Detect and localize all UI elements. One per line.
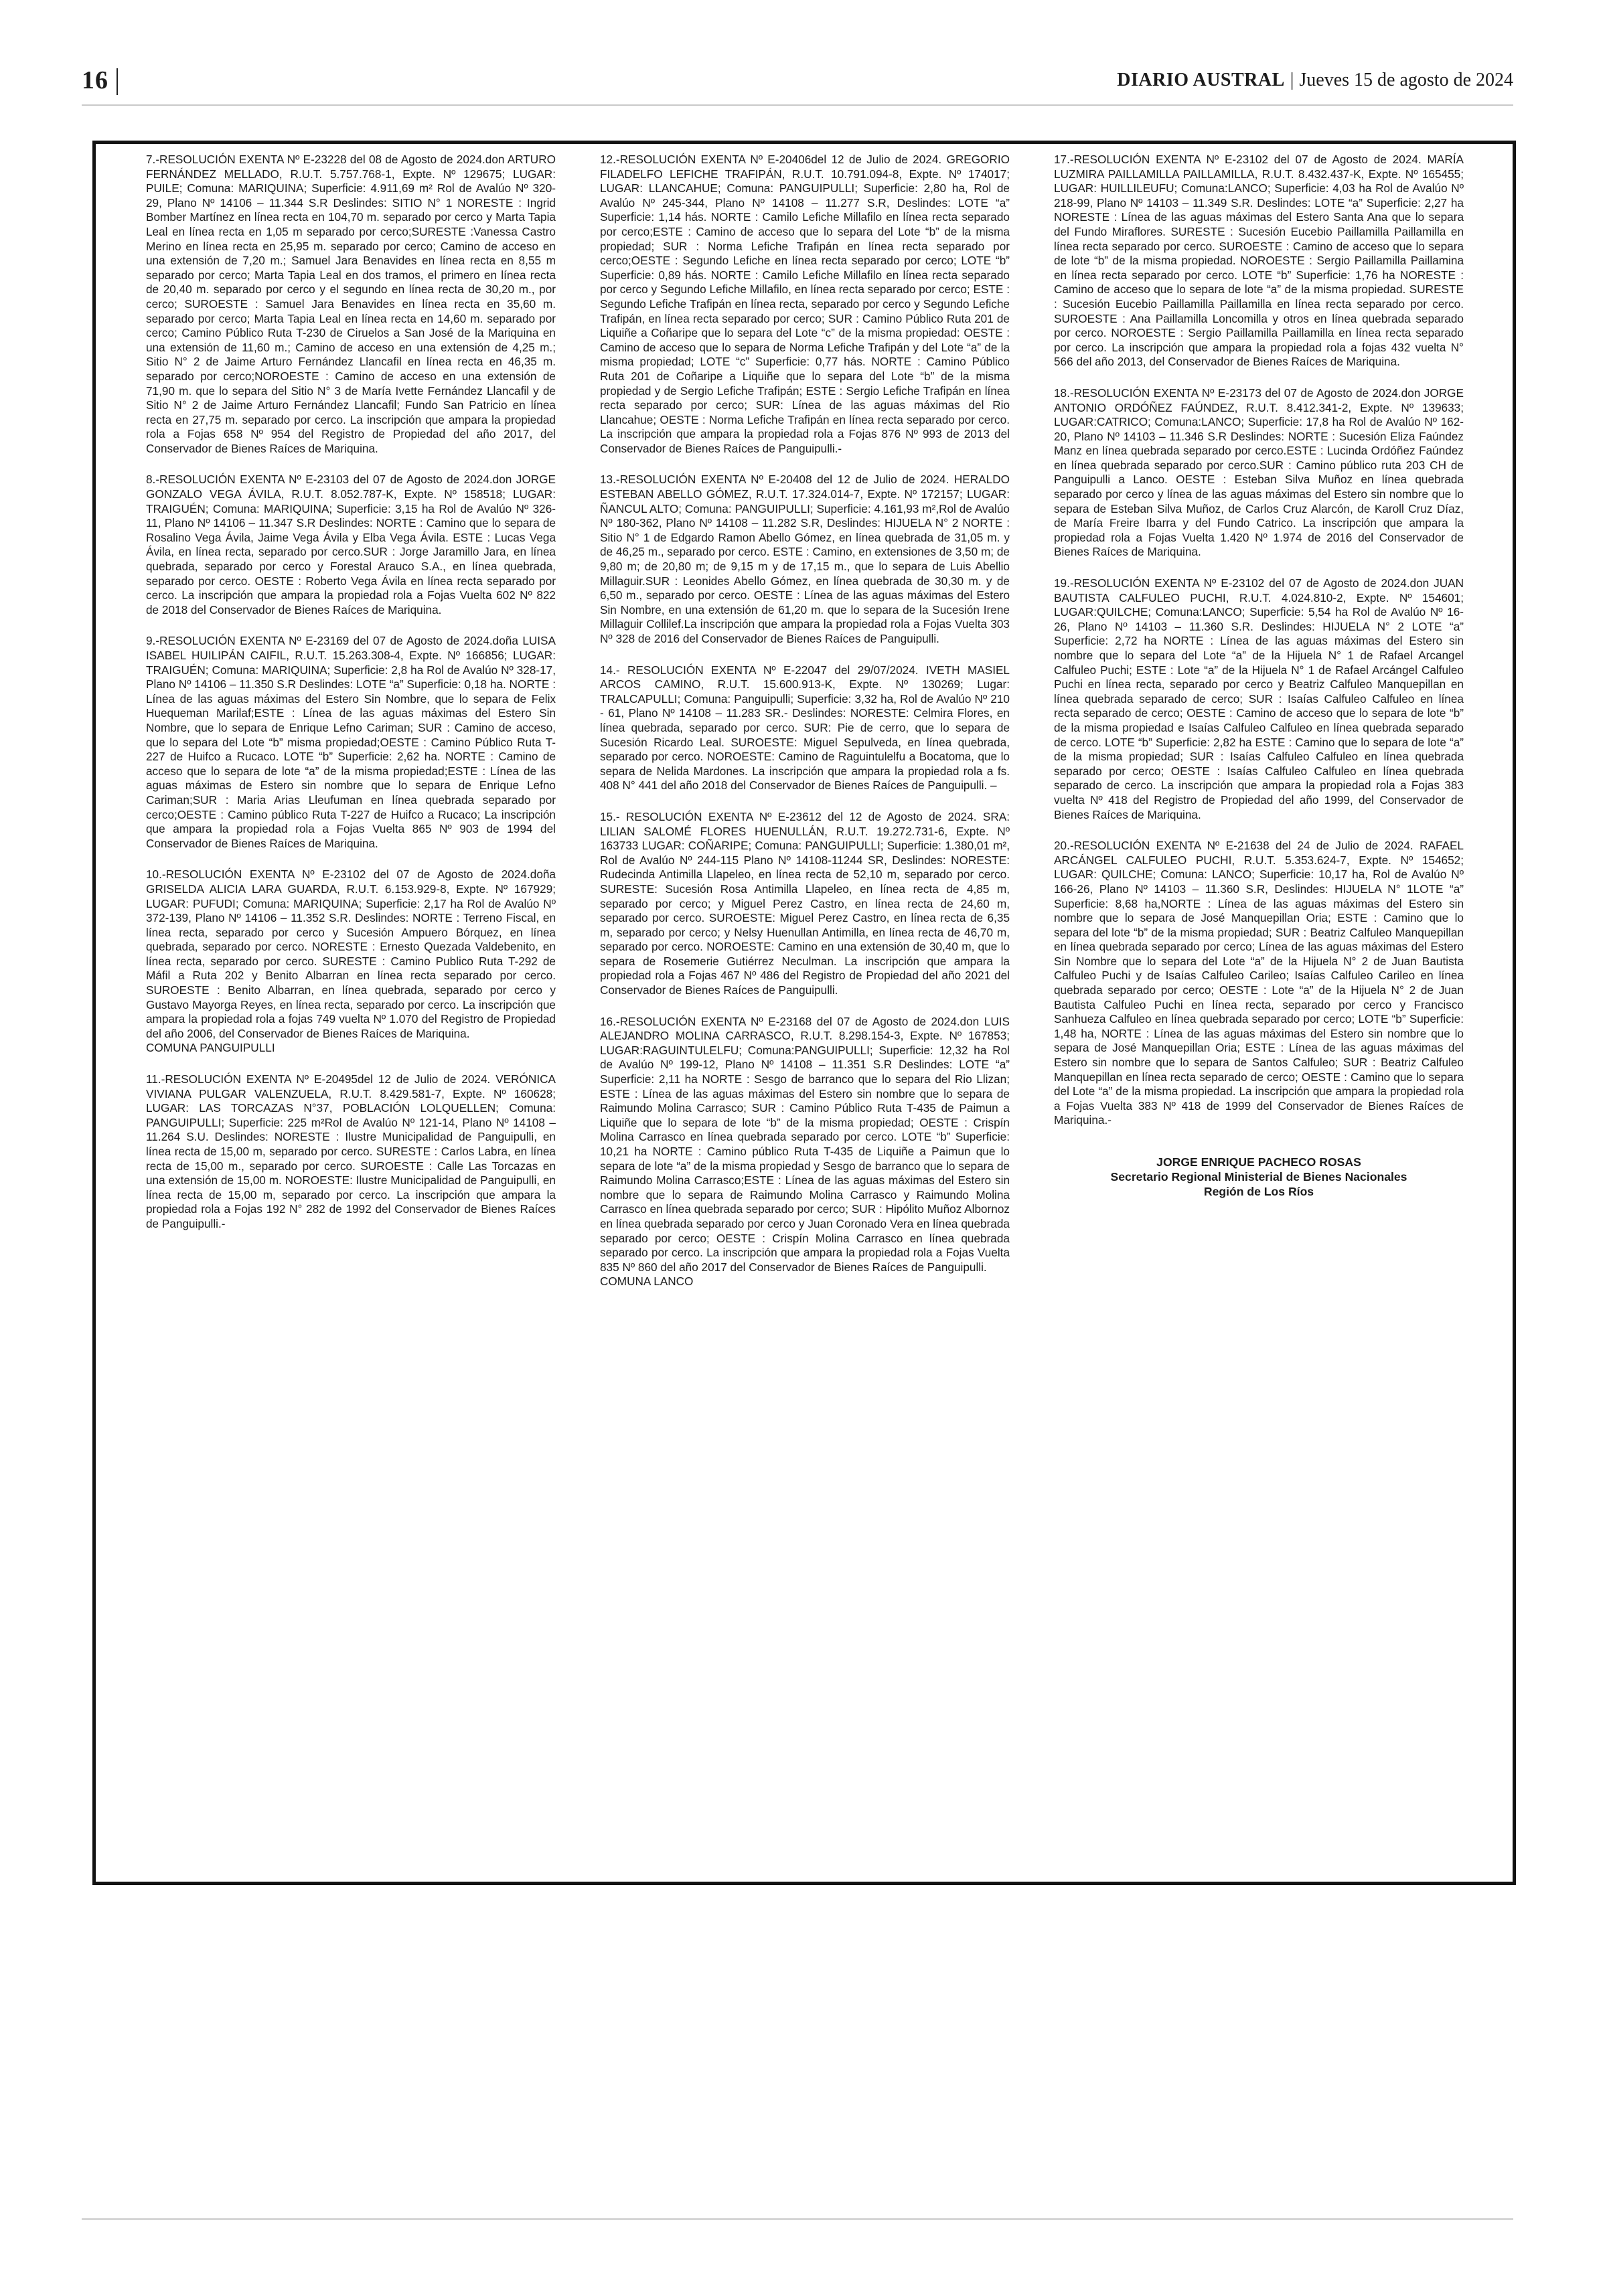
page-number: 16 bbox=[82, 66, 108, 94]
column-1 bbox=[146, 153, 556, 1248]
notice-entry-9: 9.-RESOLUCIÓN EXENTA Nº E-23169 del 07 de Agosto de 2024.doña LUISA ISABEL HUILIPÁN CAIFIL, R.U.T. 15.263.308-4, Expte. Nº 166856; LUGAR: TRAIGUÉN; Comuna: MARIQUINA; Superficie: 2,8 ha Rol de Avalúo Nº 328-17, Plano Nº 14106 – 11.350 S.R Deslindes: LOTE “a” Superficie: 0,18 ha. NORTE : Línea de las aguas máximas del Estero Sin Nombre, que lo separa de Felix Huequeman Marilaf;ESTE : Línea de las aguas máximas del Estero Sin Nombre, que lo separa de Enrique Lefno Cariman; SUR : Camino de acceso, que lo separa del Lote “b” misma propiedad;OESTE : Camino Público Ruta T-227 de Huifco a Rucaco. LOTE “b” Superficie: 2,62 ha. NORTE : Camino de acceso que lo separa de lote “a” de la misma propiedad;ESTE : Línea de las aguas máximas de Estero sin nombre que lo separa de Enrique Lefno Cariman;SUR : Maria Arias Lleufuman en línea quebrada separado por cerco;OESTE : Camino público Ruta T-227 de Huifco a Rucaco; La inscripción que ampara la propiedad rola a Fojas Vuelta 865 Nº 903 de 1994 del Conservador de Bienes Raíces de Mariquina. bbox=[146, 634, 556, 850]
signature-region: Región de Los Ríos bbox=[1203, 1185, 1314, 1198]
notice-entry-7: 7.-RESOLUCIÓN EXENTA Nº E-23228 del 08 de Agosto de 2024.don ARTURO FERNÁNDEZ MELLADO, R.U.T. 5.757.768-1, Expte. Nº 129675; LUGAR: PUILE; Comuna: MARIQUINA; Superficie: 4.911,69 m² Rol de Avalúo Nº 320-29, Plano Nº 14106 – 11.344 S.R Deslindes: SITIO N° 1 NORESTE : Ingrid Bomber Martínez en línea recta en 104,70 m. separado por cerco y Marta Tapia Leal en línea recta en 1,05 m separado por cerco;SURESTE :Vanessa Castro Merino en línea recta en 25,95 m. separado por cerco; Camino de acceso en una extensión de 7,20 m.; Samuel Jara Benavides en línea recta en 8,55 m separado por cerco; Marta Tapia Leal en dos tramos, el primero en línea recta de 20,40 m. separado por cerco y el segundo en línea recta de 30,20 m., por cerco; SUROESTE : Samuel Jara Benavides en línea recta en 35,60 m. separado por cerco; Marta Tapia Leal en línea recta en 14,60 m. separado por cerco; Camino Público Ruta T-230 de Ciruelos a San José de la Mariquina en una extensión de 11,60 m.; Camino de acceso en una extensión de 4,25 m.; Sitio N° 2 de Jaime Arturo Fernández Llancafil en línea recta en 46,35 m. separado por cerco;NOROESTE : Camino de acceso en una extensión de 71,90 m. que lo separa del Sitio N° 3 de María Ivette Fernández Llancafil y de Sitio N° 2 de Jaime Arturo Fernández Llancafil; Fundo San Patricio en línea recta en 27,75 m. separado por cerco. La inscripción que ampara la propiedad rola a Fojas 658 Nº 954 del Registro de Propiedad del año 2017, del Conservador de Bienes Raíces de Mariquina. bbox=[146, 153, 556, 455]
signature-role: Secretario Regional Ministerial de Bienes Nacionales bbox=[1110, 1170, 1407, 1183]
masthead-separator: | bbox=[1290, 70, 1294, 90]
notice-entry-13: 13.-RESOLUCIÓN EXENTA Nº E-20408 del 12 de Julio de 2024. HERALDO ESTEBAN ABELLO GÓMEZ, R.U.T. 17.324.014-7, Expte. Nº 172157; LUGAR: ÑANCUL ALTO; Comuna: PANGUIPULLI; Superficie: 4.161,93 m²,Rol de Avalúo Nº 180-362, Plano Nº 14108 – 11.282 S.R, Deslindes: HIJUELA N° 2 NORTE : Sitio N° 1 de Edgardo Ramon Abello Gómez, en línea quebrada de 31,05 m. y de 46,25 m., separado por cerco. ESTE : Camino, en extensiones de 3,50 m; de 9,80 m; de 20,80 m; de 9,15 m y de 17,15 m., que lo separa de Luis Abellio Millaguir.SUR : Leonides Abello Gómez, en línea quebrada de 30,30 m. y de 6,50 m., separado por cerco. OESTE : Línea de las aguas máximas del Estero Sin Nombre, en una extensión de 61,20 m. que lo separa de la Sucesión Irene Millaguir Collilef.La inscripción que ampara la propiedad rola a Fojas Vuelta 303 Nº 328 de 2016 del Conservador de Bienes Raíces de Panguipulli. bbox=[600, 473, 1010, 645]
notice-entry-17: 17.-RESOLUCIÓN EXENTA Nº E-23102 del 07 de Agosto de 2024. MARÍA LUZMIRA PAILLAMILLA PAILLAMILLA, R.U.T. 8.432.437-K, Expte. Nº 165455; LUGAR: HUILLILEUFU; Comuna:LANCO; Superficie: 4,03 ha Rol de Avalúo Nº 218-99, Plano Nº 14103 – 11.349 S.R. Deslindes: LOTE “a” Superficie: 2,27 ha NORESTE : Línea de las aguas máximas del Estero Santa Ana que lo separa del Fundo Miraflores. SURESTE : Sucesión Eucebio Paillamilla Paillamilla en línea recta separado por cerco. SUROESTE : Camino de acceso que lo separa de lote “b” de la misma propiedad. NOROESTE : Sergio Paillamilla Paillamina en línea recta separado por cerco. LOTE “b” Superficie: 1,76 ha NORESTE : Camino de acceso que lo separa de lote “a” de la misma propiedad. SURESTE : Sucesión Eucebio Paillamilla Paillamilla en línea recta separado por cerco. SUROESTE : Ana Paillamilla Loncomilla y otros en línea quebrada separado por cerco. NOROESTE : Sergio Paillamilla Paillamilla en línea recta separado por cerco. La inscripción que ampara la propiedad rola a fojas 432 vuelta N° 566 del año 2013, del Conservador de Bienes Raíces de Mariquina. bbox=[1054, 153, 1464, 369]
notice-entry-15: 15.- RESOLUCIÓN EXENTA Nº E-23612 del 12 de Agosto de 2024. SRA: LILIAN SALOMÉ FLORES HUENULLÁN, R.U.T. 19.272.731-6, Expte. Nº 163733 LUGAR: COÑARIPE; Comuna: PANGUIPULLI; Superficie: 1.380,01 m², Rol de Avalúo Nº 244-115 Plano Nº 14108-11244 SR, Deslindes: NORESTE: Rudecinda Antimilla Llapeleo, en línea recta de 52,10 m, separado por cerco. SURESTE: Sucesión Rosa Antimilla Llapeleo, en línea recta de 4,85 m, separado por cerco; y Miguel Perez Castro, en línea recta de 24,60 m, separado por cerco. SUROESTE: Miguel Perez Castro, en línea recta de 6,35 m, separado por cerco; y Nelsy Huenullan Antimilla, en línea recta de 46,70 m, separado por cerco. NOROESTE: Camino en una extensión de 30,40 m, que lo separa de Rosemerie Gutiérrez Neculman. La inscripción que ampara la propiedad rola a Fojas 467 Nº 486 del Registro de Propiedad del año 2021 del Conservador de Bienes Raíces de Panguipulli. bbox=[600, 809, 1010, 997]
notice-entry-10: 10.-RESOLUCIÓN EXENTA Nº E-23102 del 07 de Agosto de 2024.doña GRISELDA ALICIA LARA GUARDA, R.U.T. 6.153.929-8, Expte. Nº 167929; LUGAR: PUFUDI; Comuna: MARIQUINA; Superficie: 2,17 ha Rol de Avalúo Nº 372-139, Plano Nº 14106 – 11.352 S.R. Deslindes: NORTE : Terreno Fiscal, en línea recta, separado por cerco y Sucesión Ampuero Bórquez, en línea quebrada, separado por cerco. NORESTE : Ernesto Quezada Valdebenito, en línea recta, separado por cerco. SURESTE : Camino Publico Ruta T-292 de Máfil a Ruta 202 y Benito Albarran en línea recta separado por cerco. SUROESTE : Benito Albarran, en línea quebrada, separado por cerco y Gustavo Mayorga Reyes, en línea recta, separado por cerco. La inscripción que ampara la propiedad rola a fojas 749 vuelta Nº 1.070 del Registro de Propiedad del año 2006, del Conservador de Bienes Raíces de Mariquina. bbox=[146, 868, 556, 1040]
section-heading-comuna-panguipulli: COMUNA PANGUIPULLI bbox=[146, 1041, 275, 1055]
footer-rule bbox=[82, 2218, 1513, 2220]
column-3 bbox=[1054, 153, 1464, 1199]
notice-entry-14: 14.- RESOLUCIÓN EXENTA Nº E-22047 del 29/07/2024. IVETH MASIEL ARCOS CAMINO, R.U.T. 15.600.913-K, Expte. Nº 130269; Lugar: TRALCAPULLI; Comuna: Panguipulli; Superficie: 3,32 ha, Rol de Avalúo Nº 210 - 61, Plano Nº 14108 – 11.283 SR.- Deslindes: NORESTE: Celmira Flores, en línea quebrada, separado por cerco. SUR: Pie de cerro, que lo separa de Sucesión Ricardo Leal. SUROESTE: Miguel Sepulveda, en línea quebrada, separado por cerco. NOROESTE: Camino de Raguintulelfu a Bocatoma, que lo separa de Nelida Mardones. La inscripción que ampara la propiedad rola a fs. 408 N° 441 del año 2018 del Conservador de Bienes Raíces de Panguipulli. – bbox=[600, 663, 1010, 793]
notice-entry-19: 19.-RESOLUCIÓN EXENTA Nº E-23102 del 07 de Agosto de 2024.don JUAN BAUTISTA CALFULEO PUCHI, R.U.T. 4.024.810-2, Expte. Nº 154601; LUGAR:QUILCHE; Comuna:LANCO; Superficie: 5,54 ha Rol de Avalúo Nº 16-26, Plano Nº 14103 – 11.360 S.R. Deslindes: HIJUELA N° 2 LOTE “a” Superficie: 2,72 ha NORTE : Línea de las aguas máximas del Estero sin nombre que lo separa del Lote “a” de la Hijuela N° 1 de Rafael Arcangel Calfuleo Puchi; ESTE : Lote “a” de la Hijuela N° 1 de Rafael Arcángel Calfuleo Puchi en línea recta, separado por cerco y Beatriz Calfuleo Manquepillan en línea quebrada separado de cerco; SUR : Isaías Calfuleo Calfuleo en línea recta separado de cerco; OESTE : Camino de acceso que lo separa de lote “b” de la misma propiedad e Isaías Calfuleo Calfuleo en línea quebrada separado de cerco. LOTE “b” Superficie: 2,82 ha ESTE : Camino que lo separa de lote “a” de la misma propiedad; SUR : Isaías Calfuleo Calfuleo en línea quebrada separado por cerco; OESTE : Isaías Calfuleo Calfuleo en línea quebrada separado de cerco. La inscripción que ampara la propiedad rola a Fojas 383 vuelta Nº 418 del Registro de Propiedad del año 1999, del Conservador de Bienes Raíces de Mariquina. bbox=[1054, 576, 1464, 821]
notice-entry-8: 8.-RESOLUCIÓN EXENTA Nº E-23103 del 07 de Agosto de 2024.don JORGE GONZALO VEGA ÁVILA, R.U.T. 8.052.787-K, Expte. Nº 158518; LUGAR: TRAIGUÉN; Comuna: MARIQUINA; Superficie: 3,15 ha Rol de Avalúo Nº 326-11, Plano Nº 14106 – 11.347 S.R Deslindes: NORTE : Camino que lo separa de Rosalino Vega Ávila, Jaime Vega Ávila y Elba Vega Ávila. ESTE : Lucas Vega Ávila, en línea recta, separado por cerco.SUR : Jorge Jaramillo Jara, en línea quebrada, separado por cerco y Forestal Arauco S.A., en línea quebrada, separado por cerco. OESTE : Roberto Vega Ávila en línea recta separado por cerco. La inscripción que ampara la propiedad rola a Fojas Vuelta 602 Nº 822 de 2018 del Conservador de Bienes Raíces de Mariquina. bbox=[146, 473, 556, 617]
signature-block bbox=[1054, 1155, 1464, 1199]
header-rule bbox=[82, 104, 1513, 106]
notice-entry-12: 12.-RESOLUCIÓN EXENTA Nº E-20406del 12 de Julio de 2024. GREGORIO FILADELFO LEFICHE TRAFIPÁN, R.U.T. 10.791.094-8, Expte. Nº 174017; LUGAR: LLANCAHUE; Comuna: PANGUIPULLI; Superficie: 2,80 ha, Rol de Avalúo Nº 245-344, Plano Nº 14108 – 11.277 S.R, Deslindes: LOTE “a” Superficie: 1,14 hás. NORTE : Camilo Lefiche Millafilo en línea recta separado por cerco;ESTE : Camino de acceso que lo separa del Lote “b” de la misma propiedad; SUR : Norma Lefiche Trafipán en línea recta separado por cerco;OESTE : Segundo Lefiche en línea recta separado por cerco; LOTE “b” Superficie: 0,89 hás. NORTE : Camilo Lefiche Millafilo en línea recta separado por cerco y Segundo Lefiche Millafilo, en línea recta separado por cerco; ESTE : Segundo Lefiche Trafipán en línea recta, separado por cerco y Segundo Lefiche Trafipán, en línea recta separado por cerco; SUR : Camino Público Ruta 201 de Liquiñe a Coñaripe que lo separa del Lote “c” de la misma propiedad: OESTE : Camino de acceso que lo separa de Norma Lefiche Trafipán y del Lote “a” de la misma propiedad; LOTE “c” Superficie: 0,77 hás. NORTE : Camino Público Ruta 201 de Coñaripe a Liquiñe que lo separa del Lote “b” de la misma propiedad y de Sergio Lefiche Trafipán; ESTE : Sergio Lefiche Trafipán en línea recta separado por cerco; SUR: Línea de las aguas máximas del Rio Llancahue; OESTE : Norma Lefiche Trafipán en línea recta separado por cerco. La inscripción que ampara la propiedad rola a Fojas 876 Nº 993 de 2013 del Conservador de Bienes Raíces de Panguipulli.- bbox=[600, 153, 1010, 455]
section-heading-comuna-lanco: COMUNA LANCO bbox=[600, 1275, 694, 1289]
notice-entry-16: 16.-RESOLUCIÓN EXENTA Nº E-23168 del 07 de Agosto de 2024.don LUIS ALEJANDRO MOLINA CARRASCO, R.U.T. 8.298.154-3, Expte. Nº 167853; LUGAR:RAGUINTULELFU; Comuna:PANGUIPULLI; Superficie: 12,32 ha Rol de Avalúo Nº 199-12, Plano Nº 14108 – 11.351 S.R Deslindes: LOTE “a” Superficie: 2,11 ha NORTE : Sesgo de barranco que lo separa del Rio Llizan; ESTE : Línea de las aguas máximas del Estero sin nombre que lo separa de Raimundo Molina Carrasco; SUR : Camino Público Ruta T-435 de Paimun a Liquiñe que lo separa de lote “b” de la misma propiedad; OESTE : Crispín Molina Carrasco en línea quebrada separado por cerco. LOTE “b” Superficie: 10,21 ha NORTE : Camino público Ruta T-435 de Liquiñe a Paimun que lo separa de lote “a” de la misma propiedad y Sesgo de barranco que lo separa de Raimundo Molina Carrasco;ESTE : Línea de las aguas máximas del Estero sin nombre que lo separa de Raimundo Molina Carrasco y Raimundo Molina Carrasco en línea quebrada separado por cerco; SUR : Hipólito Muñoz Albornoz en línea quebrada separado por cerco y Juan Coronado Vera en línea quebrada separado por cerco; OESTE : Crispín Molina Carrasco en línea quebrada separado por cerco. La inscripción que ampara la propiedad rola a Fojas Vuelta 835 Nº 860 del año 2017 del Conservador de Bienes Raíces de Panguipulli. bbox=[600, 1014, 1010, 1274]
masthead bbox=[1117, 70, 1513, 91]
column-2 bbox=[600, 153, 1010, 1306]
page-number-divider bbox=[117, 68, 118, 95]
notice-entry-20: 20.-RESOLUCIÓN EXENTA Nº E-21638 del 24 de Julio de 2024. RAFAEL ARCÁNGEL CALFULEO PUCHI, R.U.T. 5.353.624-7, Expte. Nº 154652; LUGAR: QUILCHE; Comuna: LANCO; Superficie: 10,17 ha, Rol de Avalúo Nº 166-26, Plano Nº 14103 – 11.360 S.R, Deslindes: HIJUELA N° 1LOTE “a” Superficie: 8,68 ha,NORTE : Línea de las aguas máximas del Estero sin nombre que lo separa de José Manquepillan Oria; ESTE : Camino que lo separa del lote “b” de la misma propiedad; SUR : Beatriz Calfuleo Manquepillan en línea quebrada separado por cerco; Línea de las aguas máximas del Estero Sin Nombre que lo separa del Lote “a” de la Hijuela N° 2 de Juan Bautista Calfuleo Puchi y de Isaías Calfuleo Carileo; Isaías Calfuleo Carileo en línea quebrada separado por cerco; OESTE : Lote “a” de la Hijuela N° 2 de Juan Bautista Calfuleo Puchi en línea recta, separado por cerco y Francisco Sanhueza Calfuleo en línea quebrada separado por cerco; LOTE “b” Superficie: 1,48 ha, NORTE : Línea de las aguas máximas del Estero sin nombre que lo separa de José Manquepillan Oria; ESTE : Línea de las aguas máximas del Estero sin nombre que lo separa de Santos Calfuleo; SUR : Beatriz Calfuleo Manquepillan en línea recta separado de cerco; OESTE : Camino que lo separa del Lote “a” de la misma propiedad. La inscripción que ampara la propiedad rola a Fojas Vuelta 383 Nº 418 de 1999 del Conservador de Bienes Raíces de Mariquina.- bbox=[1054, 839, 1464, 1127]
notice-entry-18: 18.-RESOLUCIÓN EXENTA Nº E-23173 del 07 de Agosto de 2024.don JORGE ANTONIO ORDÓÑEZ FAÚNDEZ, R.U.T. 8.412.341-2, Expte. Nº 139633; LUGAR:CATRICO; Comuna:LANCO; Superficie: 17,8 ha Rol de Avalúo Nº 162-20, Plano Nº 14103 – 11.346 S.R Deslindes: NORTE : Sucesión Eliza Faúndez Manz en línea quebrada separado por cerco.ESTE : Lucinda Ordóñez Faúndez en línea quebrada separado por cerco.SUR : Camino público ruta 203 CH de Panguipulli a Lanco. OESTE : Esteban Silva Muñoz en línea quebrada separado por cerco y línea de las aguas máximas del Estero sin nombre que lo separa de Esteban Silva Muñoz, de Carlos Cruz Alarcón, de Karoll Cruz Díaz, de María Freire Ibarra y del Fundo Catrico. La inscripción que ampara la propiedad rola a Fojas Vuelta 1.420 Nº 1.974 de 2016 del Conservador de Bienes Raíces de Mariquina. bbox=[1054, 386, 1464, 559]
masthead-brand: DIARIO AUSTRAL bbox=[1117, 70, 1285, 90]
signature-name: JORGE ENRIQUE PACHECO ROSAS bbox=[1156, 1155, 1361, 1169]
notice-entry-11: 11.-RESOLUCIÓN EXENTA Nº E-20495del 12 de Julio de 2024. VERÓNICA VIVIANA PULGAR VALENZUELA, R.U.T. 8.429.581-7, Expte. Nº 160628; LUGAR: LAS TORCAZAS N°37, POBLACIÓN LOLQUELLEN; Comuna: PANGUIPULLI; Superficie: 225 m²Rol de Avalúo Nº 121-14, Plano Nº 14108 – 11.264 S.U. Deslindes: NORESTE : Ilustre Municipalidad de Panguipulli, en línea recta de 15,00 m, separado por cerco. SURESTE : Carlos Labra, en línea recta de 15,00 m., separado por cerco. SUROESTE : Calle Las Torcazas en una extensión de 15,00 m. NOROESTE: Ilustre Municipalidad de Panguipulli, en línea recta de 15,00 m, separado por cerco. La inscripción que ampara la propiedad rola a Fojas 192 N° 282 de 1992 del Conservador de Bienes Raíces de Panguipulli.- bbox=[146, 1072, 556, 1230]
masthead-date: Jueves 15 de agosto de 2024 bbox=[1299, 70, 1513, 90]
